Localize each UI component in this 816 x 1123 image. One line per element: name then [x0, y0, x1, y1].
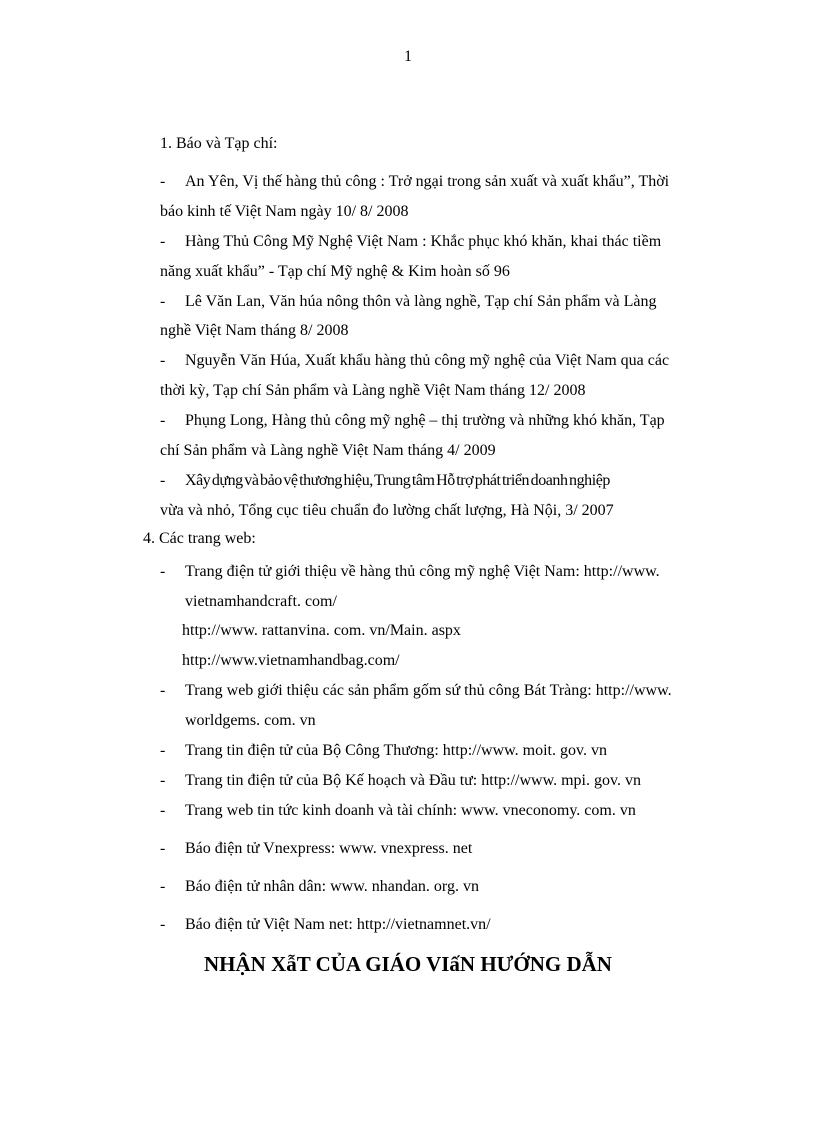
bullet-dash: - — [160, 802, 166, 819]
website-line: Trang web tin tức kinh doanh và tài chính: www. vneconomy. com. vn — [185, 802, 636, 819]
bullet-dash: - — [160, 682, 166, 699]
reference-line: An Yên, Vị thế hàng thủ công : Trở ngại trong sản xuất và xuất khẩu”, Thời — [185, 173, 670, 190]
bullet-dash: - — [160, 563, 166, 580]
reference-line: Nguyễn Văn Húa, Xuất khẩu hàng thủ công mỹ nghệ của Việt Nam qua các — [185, 352, 670, 369]
website-line: Báo điện tử Vnexpress: www. vnexpress. net — [185, 840, 473, 857]
bullet-dash: - — [160, 840, 166, 857]
bullet-dash: - — [160, 916, 166, 933]
website-line: Trang web giới thiệu các sản phẩm gốm sứ thủ công Bát Tràng: http://www. — [185, 682, 672, 699]
reference-line: Lê Văn Lan, Văn húa nông thôn và làng nghề, Tạp chí Sản phẩm và Làng — [185, 293, 657, 310]
section-4-title: 4. Các trang web: — [143, 530, 256, 547]
bullet-dash: - — [160, 772, 166, 789]
bullet-dash: - — [160, 233, 166, 250]
bullet-dash: - — [160, 293, 166, 310]
supervisor-comments-heading — [0, 952, 816, 977]
reference-line: vừa và nhỏ, Tổng cục tiêu chuẩn đo lường chất lượng, Hà Nội, 3/ 2007 — [160, 502, 614, 519]
reference-line: chí Sản phẩm và Làng nghề Việt Nam tháng 4/ 2009 — [160, 442, 496, 459]
bullet-dash: - — [160, 352, 166, 369]
website-url: http://www.vietnamhandbag.com/ — [182, 652, 400, 669]
heading-text: NHẬN XẫT CỦA GIÁO VIấN HƯỚNG DẪN — [204, 952, 612, 976]
reference-line: nghề Việt Nam tháng 8/ 2008 — [160, 322, 349, 339]
website-line: Trang điện tử giới thiệu về hàng thủ công mỹ nghệ Việt Nam: http://www. — [185, 563, 660, 580]
bullet-dash: - — [160, 173, 166, 190]
website-line: Báo điện tử nhân dân: www. nhandan. org. vn — [185, 878, 479, 895]
website-line: Trang tin điện tử của Bộ Công Thương: http://www. moit. gov. vn — [185, 742, 607, 759]
bullet-dash: - — [160, 742, 166, 759]
bullet-dash: - — [160, 412, 166, 429]
bullet-dash: - — [160, 472, 166, 489]
website-url: http://www. rattanvina. com. vn/Main. aspx — [182, 622, 461, 639]
bullet-dash: - — [160, 878, 166, 895]
website-line: Trang tin điện tử của Bộ Kế hoạch và Đầu tư: http://www. mpi. gov. vn — [185, 772, 641, 789]
website-url: vietnamhandcraft. com/ — [185, 593, 337, 610]
reference-line: thời kỳ, Tạp chí Sản phẩm và Làng nghề Việt Nam tháng 12/ 2008 — [160, 382, 586, 399]
website-line: Báo điện tử Việt Nam net: http://vietnamnet.vn/ — [185, 916, 491, 933]
reference-line: Phụng Long, Hàng thủ công mỹ nghệ – thị trường và những khó khăn, Tạp — [185, 412, 665, 429]
page-number: 1 — [404, 48, 412, 65]
section-1-title: 1. Báo và Tạp chí: — [160, 135, 278, 152]
reference-line: Xây dựng và bảo vệ thương hiệu, Trung tâm Hỗ trợ phát triển doanh nghiệp — [185, 472, 610, 489]
reference-line: năng xuất khẩu” - Tạp chí Mỹ nghệ & Kim hoàn số 96 — [160, 263, 510, 280]
reference-line: Hàng Thủ Công Mỹ Nghệ Việt Nam : Khắc phục khó khăn, khai thác tiềm — [185, 233, 662, 250]
website-url: worldgems. com. vn — [185, 712, 316, 729]
reference-line: báo kinh tế Việt Nam ngày 10/ 8/ 2008 — [160, 203, 409, 220]
